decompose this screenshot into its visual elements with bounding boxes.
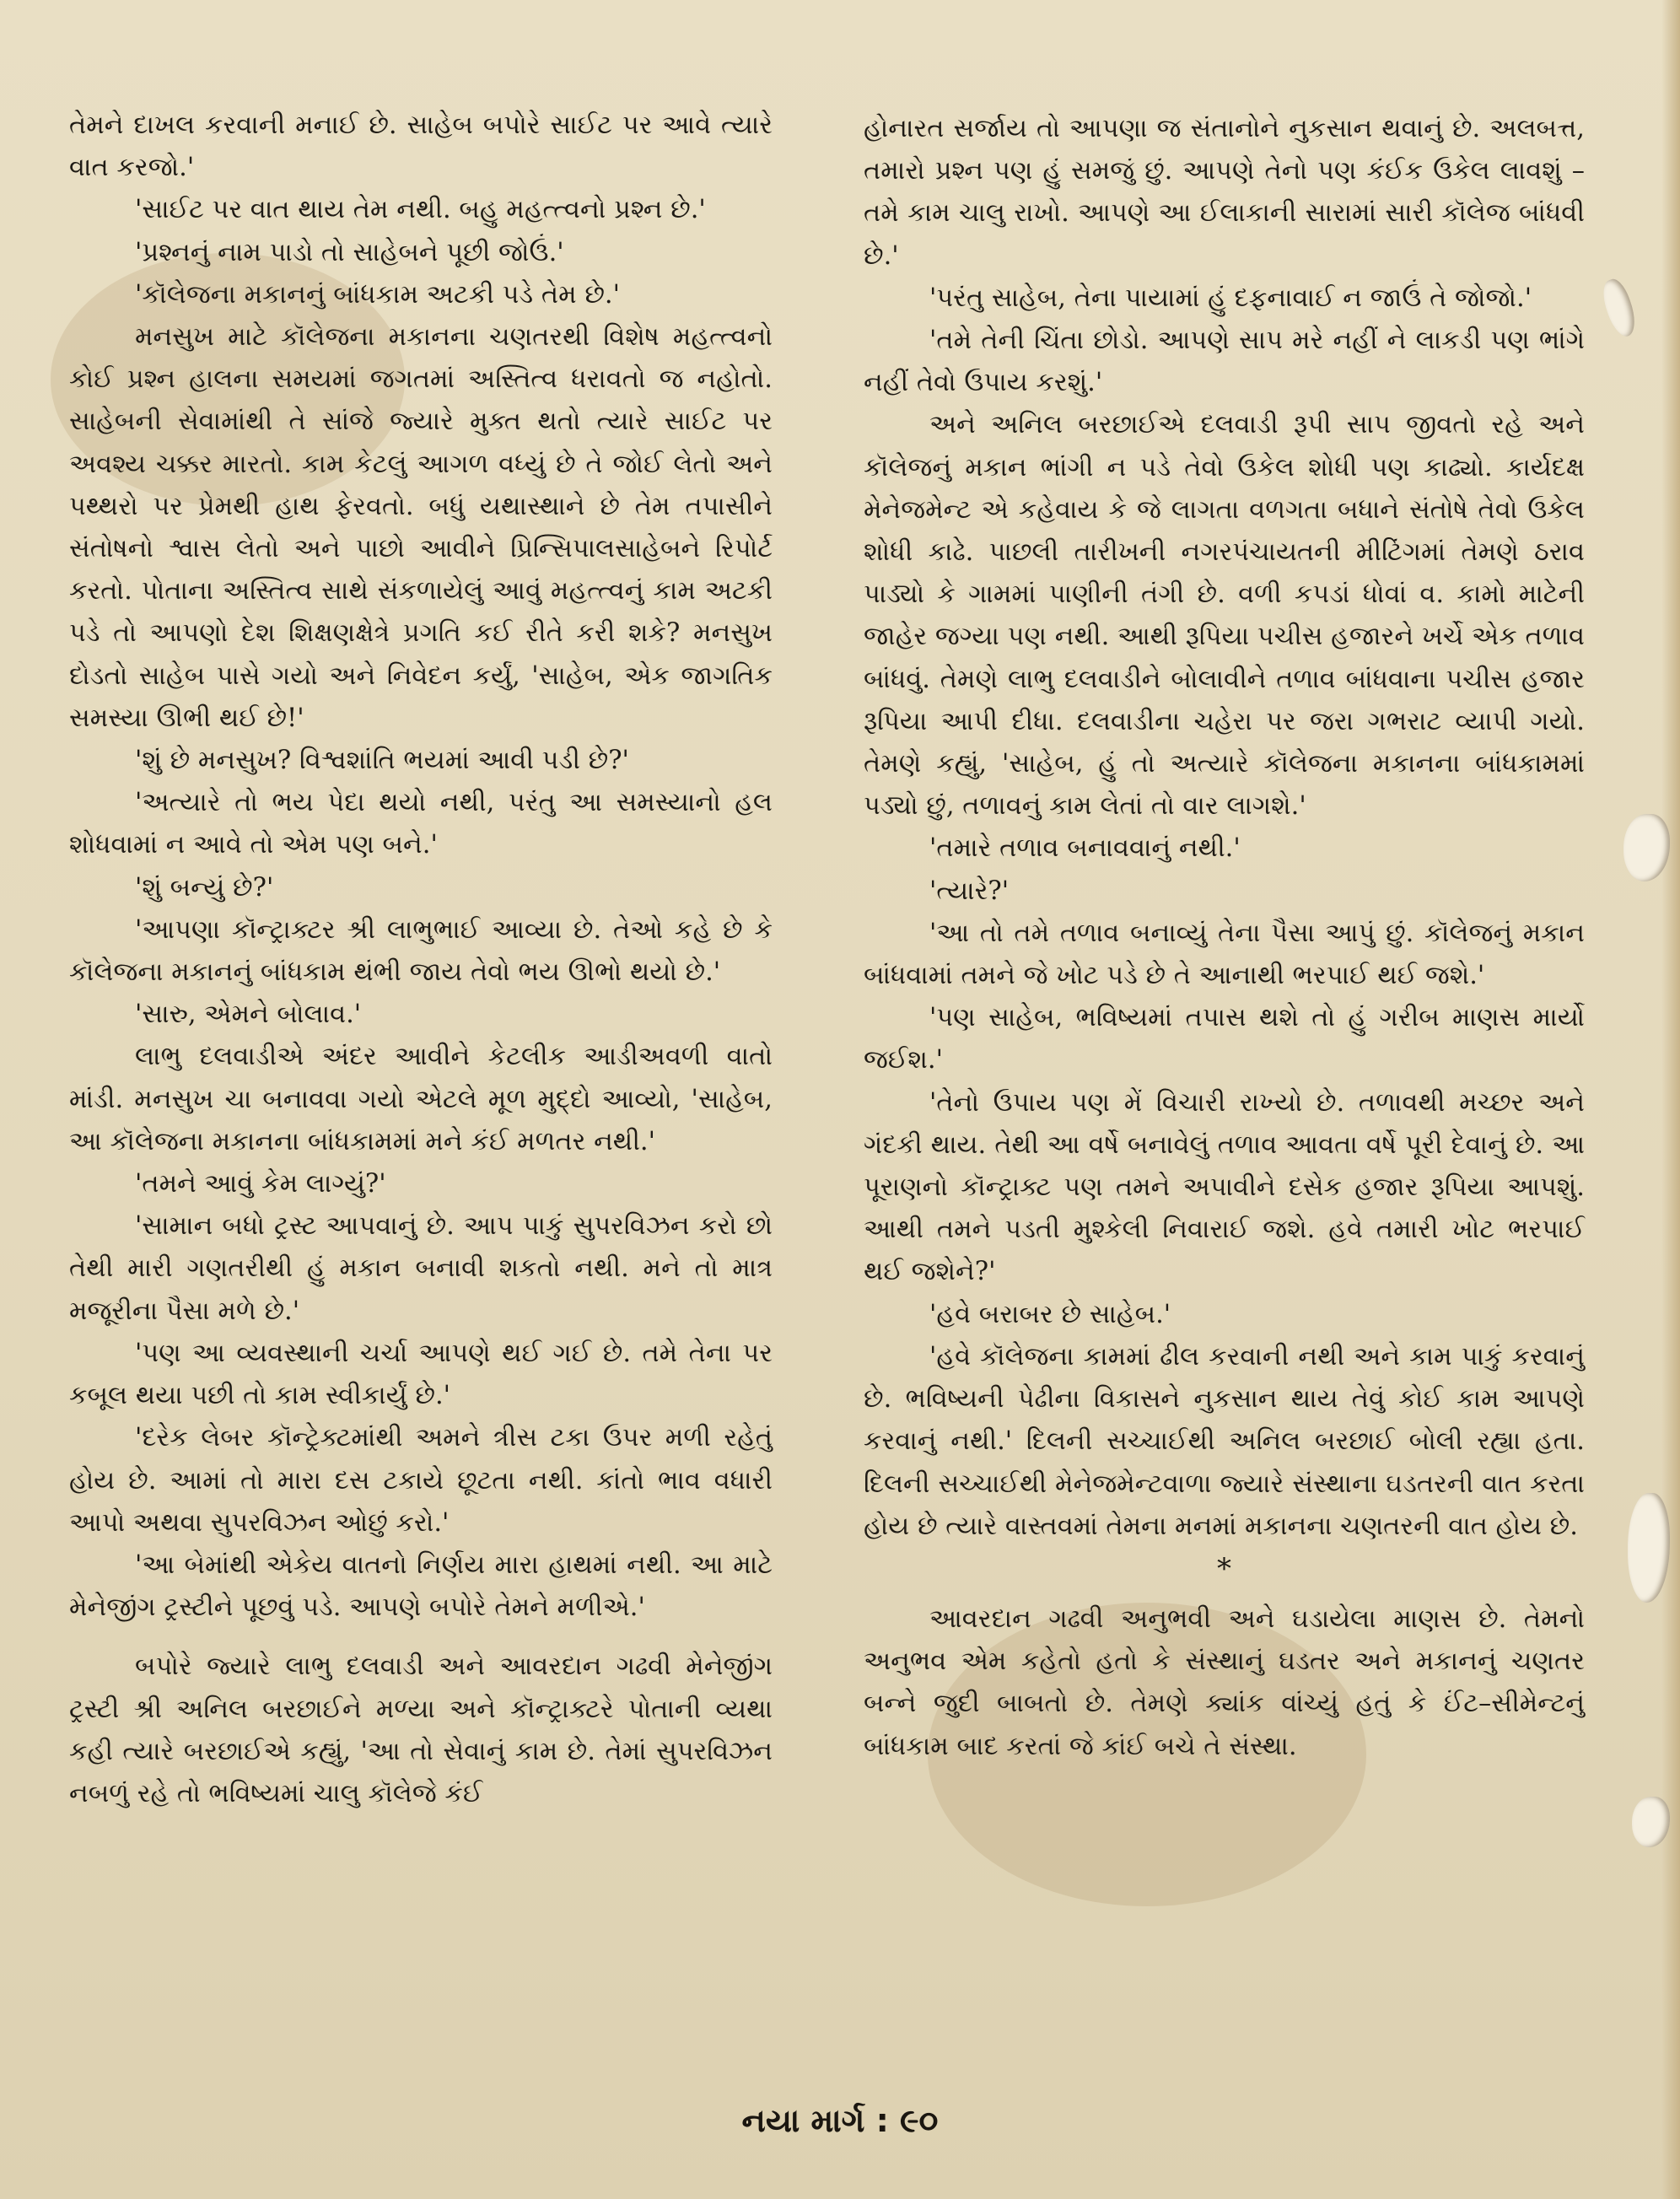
- paragraph: 'આ તો તમે તળાવ બનાવ્યું તેના પૈસા આપું છું. કૉલેજનું મકાન બાંધવામાં તમને જે ખોટ પડે છે તે આનાથી ભરપાઈ થઈ જશે.': [864, 918, 1585, 991]
- paragraph: 'હવે કૉલેજના કામમાં ઢીલ કરવાની નથી અને કામ પાકું કરવાનું છે. ભવિષ્યની પેઢીના વિકાસને નુકસાન થાય તેવું કોઈ કામ આપણે કરવાનું નથી.' દિલની સચ્ચાઈથી અનિલ બરછાઈ બોલી રહ્યા હતા. દિલની સચ્ચાઈથી મેનેજમેન્ટવાળા જ્યારે સંસ્થાના ઘડતરની વાત કરતા હોય છે ત્યારે વાસ્તવમાં તેમના મનમાં મકાનના ચણતરની વાત હોય છે.: [864, 1341, 1585, 1541]
- paragraph: 'તમે તેની ચિંતા છોડો. આપણે સાપ મરે નહીં ને લાકડી પણ ભાંગે નહીં તેવો ઉપાય કરશું.': [864, 326, 1585, 398]
- right-text-column: [864, 108, 1585, 1768]
- paragraph: 'પણ સાહેબ, ભવિષ્યમાં તપાસ થશે તો હું ગરીબ માણસ માર્યો જઈશ.': [864, 1003, 1585, 1075]
- paragraph: આવરદાન ગઢવી અનુભવી અને ઘડાયેલા માણસ છે. તેમનો અનુભવ એમ કહેતો હતો કે સંસ્થાનું ઘડતર અને મકાનનું ચણતર બન્ને જુદી બાબતો છે. તેમણે ક્યાંક વાંચ્યું હતું કે ઈંટ–સીમેન્ટનું બાંધકામ બાદ કરતાં જે કાંઈ બચે તે સંસ્થા.: [864, 1603, 1585, 1761]
- paragraph: 'તેનો ઉપાય પણ મેં વિચારી રાખ્યો છે. તળાવથી મચ્છર અને ગંદકી થાય. તેથી આ વર્ષે બનાવેલું તળાવ આવતા વર્ષે પૂરી દેવાનું છે. આ પૂરાણનો કૉન્ટ્રાક્ટ પણ તમને અપાવીને દસેક હજાર રૂપિયા આપશું. આથી તમને પડતી મુશ્કેલી નિવારાઈ જશે. હવે તમારી ખોટ ભરપાઈ થઈ જશેને?': [864, 1087, 1585, 1287]
- paragraph: 'હવે બરાબર છે સાહેબ.': [929, 1299, 1171, 1329]
- paragraph: 'પરંતુ સાહેબ, તેના પાયામાં હું દફનાવાઈ ન જાઉં તે જોજો.': [929, 283, 1532, 313]
- page-footer: નયા માર્ગ : ૯૦: [741, 2102, 939, 2139]
- paragraph: લાભુ દલવાડીએ અંદર આવીને કેટલીક આડીઅવળી વાતો માંડી. મનસુખ ચા બનાવવા ગયો એટલે મૂળ મુદ્દો આવ્યો, 'સાહેબ, આ કૉલેજના મકાનના બાંધકામમાં મને કંઈ મળતર નથી.': [69, 1042, 773, 1156]
- paragraph: મનસુખ માટે કૉલેજના મકાનના ચણતરથી વિશેષ મહત્ત્વનો કોઈ પ્રશ્ન હાલના સમયમાં જગતમાં અસ્તિત્વ ધરાવતો જ નહોતો. સાહેબની સેવામાંથી તે સાંજે જ્યારે મુક્ત થતો ત્યારે સાઈટ પર અવશ્ય ચક્કર મારતો. કામ કેટલું આગળ વધ્યું છે તે જોઈ લેતો અને પથ્થરો પર પ્રેમથી હાથ ફેરવતો. બધું યથાસ્થાને છે તેમ તપાસીને સંતોષનો શ્વાસ લેતો અને પાછો આવીને પ્રિન્સિપાલસાહેબને રિપોર્ટ કરતો. પોતાના અસ્તિત્વ સાથે સંકળાયેલું આવું મહત્ત્વનું કામ અટકી પડે તો આપણો દેશ શિક્ષણક્ષેત્રે પ્રગતિ કઈ રીતે કરી શકે? મનસુખ દોડતો સાહેબ પાસે ગયો અને નિવેદન કર્યું, 'સાહેબ, એક જાગતિક સમસ્યા ઊભી થઈ છે!': [69, 322, 773, 733]
- paragraph: 'દરેક લેબર કૉન્ટ્રેક્ટમાંથી અમને ત્રીસ ટકા ઉપર મળી રહેતું હોય છે. આમાં તો મારા દસ ટકાયે છૂટતા નથી. કાંતો ભાવ વધારી આપો અથવા સુપરવિઝન ઓછું કરો.': [69, 1423, 773, 1538]
- paragraph: 'તમારે તળાવ બનાવવાનું નથી.': [929, 833, 1241, 864]
- page-edge-shadow: [1661, 0, 1680, 2199]
- paragraph: હોનારત સર્જાય તો આપણા જ સંતાનોને નુકસાન થવાનું છે. અલબત્ત, તમારો પ્રશ્ન પણ હું સમજું છું. આપણે તેનો પણ કંઈક ઉકેલ લાવશું – તમે કામ ચાલુ રાખો. આપણે આ ઈલાકાની સારામાં સારી કૉલેજ બાંધવી છે.': [864, 114, 1585, 271]
- paragraph: 'આ બેમાંથી એકેય વાતનો નિર્ણય મારા હાથમાં નથી. આ માટે મેનેજીંગ ટ્રસ્ટીને પૂછવું પડે. આપણે બપોરે તેમને મળીએ.': [69, 1550, 773, 1623]
- paragraph: 'કૉલેજના મકાનનું બાંધકામ અટકી પડે તેમ છે.': [135, 279, 620, 310]
- paragraph: 'સાઈટ પર વાત થાય તેમ નથી. બહુ મહત્ત્વનો પ્રશ્ન છે.': [135, 195, 706, 225]
- paragraph: 'સામાન બધો ટ્રસ્ટ આપવાનું છે. આપ પાકું સુપરવિઝન કરો છો તેથી મારી ગણતરીથી હું મકાન બનાવી શકતો નથી. મને તો માત્ર મજૂરીના પૈસા મળે છે.': [69, 1211, 773, 1326]
- paragraph: 'પ્રશ્નનું નામ પાડો તો સાહેબને પૂછી જોઉં.': [135, 237, 564, 267]
- paper-tear: [1597, 276, 1641, 340]
- paragraph: 'પણ આ વ્યવસ્થાની ચર્ચા આપણે થઈ ગઈ છે. તમે તેના પર કબૂલ થયા પછી તો કામ સ્વીકાર્યું છે.': [69, 1338, 773, 1411]
- paragraph: બપોરે જ્યારે લાભુ દલવાડી અને આવરદાન ગઢવી મેનેજીંગ ટ્રસ્ટી શ્રી અનિલ બરછાઈને મળ્યા અને કૉન્ટ્રાક્ટરે પોતાની વ્યથા કહી ત્યારે બરછાઈએ કહ્યું, 'આ તો સેવાનું કામ છે. તેમાં સુપરવિઝન નબળું રહે તો ભવિષ્યમાં ચાલુ કૉલેજે કંઈ: [69, 1652, 773, 1808]
- paragraph: 'તમને આવું કેમ લાગ્યું?': [135, 1169, 386, 1199]
- section-divider: *: [1217, 1551, 1231, 1586]
- paragraph: 'શું છે મનસુખ? વિશ્વશાંતિ ભયમાં આવી પડી છે?': [135, 746, 629, 776]
- paragraph: 'શું બન્યું છે?': [135, 872, 274, 903]
- paragraph: 'આપણા કૉન્ટ્રાક્ટર શ્રી લાભુભાઈ આવ્યા છે. તેઓ કહે છે કે કૉલેજના મકાનનું બાંધકામ થંભી જાય તેવો ભય ઊભો થયો છે.': [69, 914, 773, 988]
- paragraph: અને અનિલ બરછાઈએ દલવાડી રૂપી સાપ જીવતો રહે અને કૉલેજનું મકાન ભાંગી ન પડે તેવો ઉકેલ શોધી પણ કાઢ્યો. કાર્યદક્ષ મેનેજમેન્ટ એ કહેવાય કે જે લાગતા વળગતા બધાને સંતોષે તેવો ઉકેલ શોધી કાઢે. પાછલી તારીખની નગરપંચાયતની મીટિંગમાં તેમણે ઠરાવ પાડ્યો કે ગામમાં પાણીની તંગી છે. વળી કપડાં ધોવાં વ. કામો માટેની જાહેર જગ્યા પણ નથી. આથી રૂપિયા પચીસ હજારને ખર્ચે એક તળાવ બાંધવું. તેમણે લાભુ દલવાડીને બોલાવીને તળાવ બાંધવાના પચીસ હજાર રૂપિયા આપી દીધા. દલવાડીના ચહેરા પર જરા ગભરાટ વ્યાપી ગયો. તેમણે કહ્યું, 'સાહેબ, હું તો અત્યારે કૉલેજના મકાનના બાંધકામમાં પડ્યો છું, તળાવનું કામ લેતાં તો વાર લાગશે.': [864, 410, 1585, 822]
- paragraph: તેમને દાખલ કરવાની મનાઈ છે. સાહેબ બપોરે સાઈટ પર આવે ત્યારે વાત કરજો.': [69, 110, 773, 183]
- paragraph: 'સારુ, એમને બોલાવ.': [135, 1000, 362, 1030]
- paragraph: 'ત્યારે?': [929, 876, 1010, 906]
- paragraph: 'અત્યારે તો ભય પેદા થયો નથી, પરંતુ આ સમસ્યાનો હલ શોધવામાં ન આવે તો એમ પણ બને.': [69, 788, 773, 860]
- left-text-column: [69, 105, 773, 1815]
